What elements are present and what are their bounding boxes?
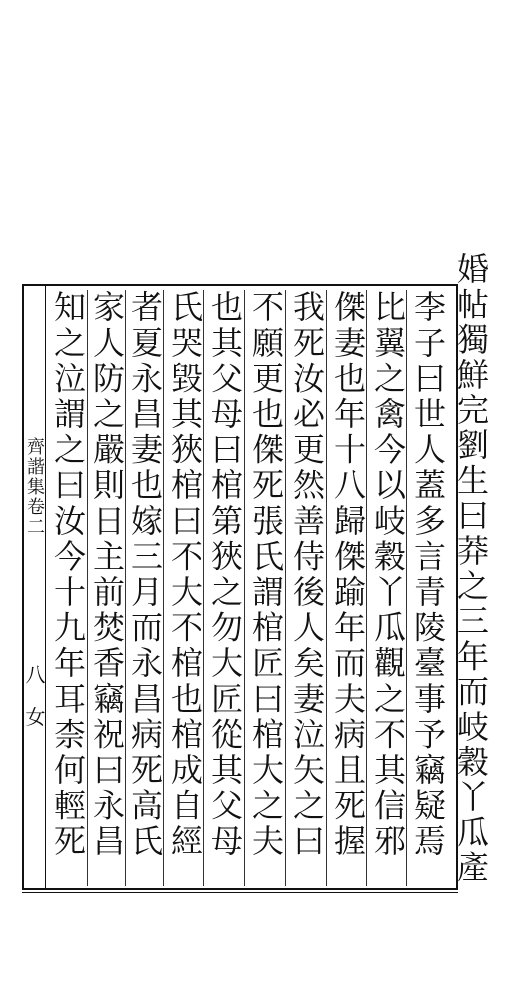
text-column-8: 氏哭毀其狹棺曰不大不棺也棺成自經 bbox=[166, 290, 204, 860]
text-column-11: 知之泣謂之曰汝今十九年耳柰何輕死 bbox=[49, 290, 87, 860]
text-column-9: 者夏永昌妻也嫁三月而永昌病死高氏 bbox=[126, 290, 164, 860]
text-column-3: 比翼之禽今以岐穀丫瓜觀之不其信邪 bbox=[369, 290, 407, 860]
page-number: 八 女 bbox=[22, 664, 46, 735]
text-column-5: 我死汝必更然善侍後人矣妻泣矢之曰 bbox=[288, 290, 326, 860]
text-column-6: 不願更也傑死張氏謂棺匠曰棺大之夫 bbox=[247, 290, 285, 860]
text-column-10: 家人防之嚴則日主前焚香竊祝曰永昌 bbox=[88, 290, 126, 860]
text-column-7: 也其父母曰棺第狹之勿大匠從其父母 bbox=[206, 290, 244, 860]
book-title: 齊諧集卷二 bbox=[24, 437, 45, 537]
center-fold-column bbox=[22, 284, 46, 890]
text-column-1: 婚帖獨鮮完劉生曰莽之三年而岐穀丫瓜產 bbox=[452, 252, 490, 886]
text-column-2: 李子曰世人蓋多言青陵臺事予竊疑焉 bbox=[409, 290, 447, 860]
text-column-4: 傑妻也年十八歸傑踰年而夫病且死握 bbox=[329, 290, 367, 860]
page-border-bottom-line bbox=[22, 892, 458, 893]
